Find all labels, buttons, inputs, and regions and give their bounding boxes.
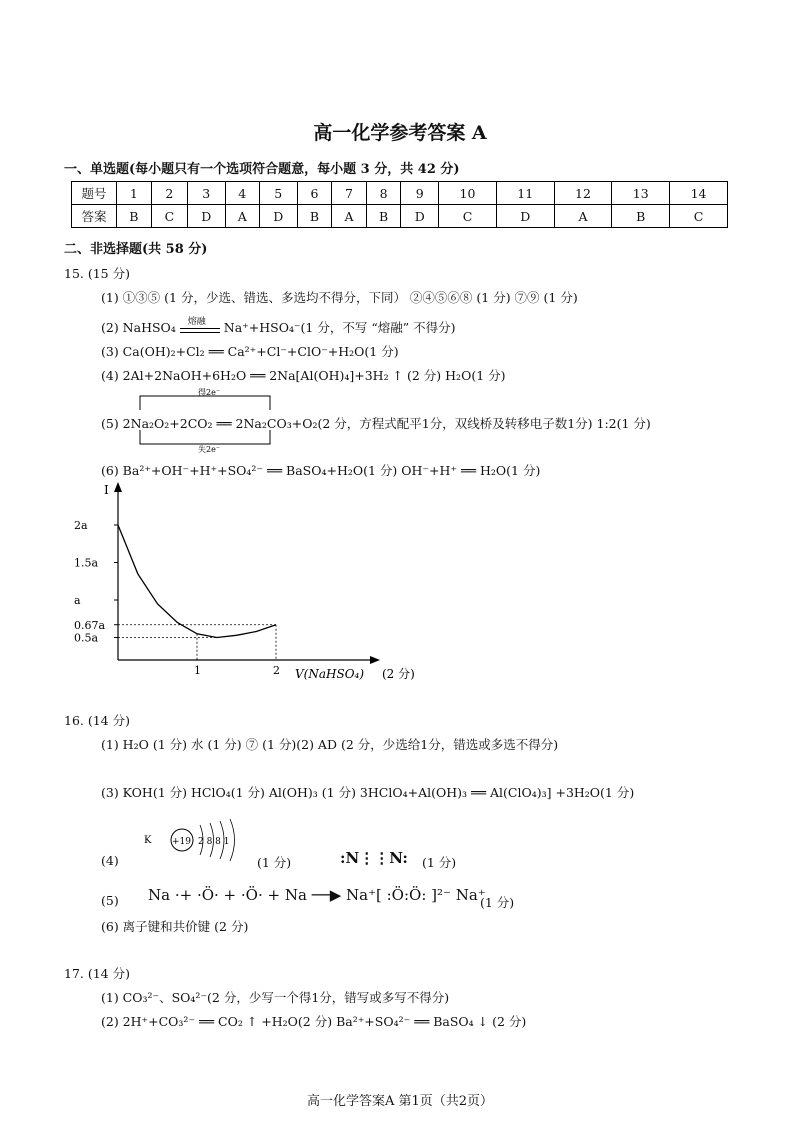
reaction-arrow [180,316,220,336]
table-cell: 4 [225,182,259,205]
x-tick-label: 2 [273,664,280,677]
equal-sign [180,328,220,333]
table-cell: B [366,205,401,228]
section2-heading: 二、非选择题(共 58 分) [64,242,208,257]
q15-line1: (1) ①③⑤ (1 分，少选、错选、多选均不得分，下同） ②④⑤⑥⑧ (1 分) ⑦⑨ (1 分) [101,290,578,305]
table-row [72,182,728,205]
q15-line2 [101,318,455,336]
table-cell: A [554,205,612,228]
table-cell: 8 [366,182,401,205]
row-label: 答案 [72,205,117,228]
y-tick-label: 2a [74,519,88,532]
y-axis-label: I [104,483,109,497]
gain-label: 得2e⁻ [198,388,221,397]
table-cell: D [187,205,225,228]
q15-line2-suffix: Na⁺+HSO₄⁻(1 分，不写 “熔融” 不得分) [223,320,456,335]
table-cell: B [297,205,332,228]
nucleus-charge: +19 [172,837,191,847]
table-cell: 1 [117,182,152,205]
y-tick-label: 0.67a [74,618,106,632]
x-tick-label: 1 [194,664,201,677]
table-cell: B [117,205,152,228]
answer-table [71,181,728,228]
table-cell: C [439,205,497,228]
table-cell: 11 [496,182,554,205]
page-title: 高一化学参考答案 A [313,122,487,144]
q16-line1: (1) H₂O (1 分) 水 (1 分) ⑦ (1 分)(2) AD (2 分，少选给1分，错选或多选不得分) [101,737,559,752]
q17-line1: (1) CO₃²⁻、SO₄²⁻(2 分，少写一个得1分，错写或多写不得分) [101,990,450,1005]
q16-line4-score1: (1 分) [257,855,292,870]
q15-line2-prefix: (2) NaHSO₄ [101,320,176,335]
x-axis-label: V(NaHSO₄) [295,667,365,681]
y-axis-arrow [114,482,122,492]
table-cell: 13 [612,182,670,205]
table-cell: D [401,205,439,228]
table-cell: 3 [187,182,225,205]
q16-line5: (5) [101,893,119,908]
table-cell: 2 [151,182,187,205]
x-axis-arrow [370,656,380,664]
na2o2-formation: Na ·+ ·Ö· + ·Ö· + Na ──▶ Na⁺[ :Ö:Ö: ]²⁻ Na⁺ [148,886,486,904]
table-cell: 9 [401,182,439,205]
atom-symbol: K [144,835,152,846]
shell-arc [230,819,235,861]
table-cell: D [496,205,554,228]
ticks-group [74,519,280,677]
chart-score: (2 分) [382,667,415,681]
y-tick-label: 1.5a [74,556,99,570]
table-cell: 12 [554,182,612,205]
shell-electrons: 2 8 8 1 [198,837,230,847]
table-cell: 5 [259,182,297,205]
q16-line5-score: (1 分) [480,895,515,910]
page-footer: 高一化学答案A 第1页（共2页） [306,1094,494,1109]
q16-line6: (6) 离子键和共价键 (2 分) [101,919,249,934]
table-cell: C [151,205,187,228]
table-row [72,205,728,228]
q15-label: 15. (15 分) [64,266,130,281]
table-cell: B [612,205,670,228]
q16-line4: (4) [101,853,119,868]
q17-line2: (2) 2H⁺+CO₃²⁻ ══ CO₂ ↑ +H₂O(2 分) Ba²⁺+SO₄²⁻ ══ BaSO₄ ↓ (2 分) [101,1014,527,1029]
row-label: 题号 [72,182,117,205]
q15-line6: (6) Ba²⁺+OH⁻+H⁺+SO₄²⁻ ══ BaSO₄+H₂O(1 分) OH⁻+H⁺ ══ H₂O(1 分) [101,463,541,478]
y-tick-label: 0.5a [74,631,99,645]
table-cell: D [259,205,297,228]
current-chart [70,480,415,690]
n2-lewis: :N⋮⋮N: [340,849,408,867]
lose-bridge [140,430,270,444]
table-cell: 10 [439,182,497,205]
q15-line5: (5) 2Na₂O₂+2CO₂ ══ 2Na₂CO₃+O₂(2 分，方程式配平1分，双线桥及转移电子数1分) 1:2(1 分) [101,416,651,431]
y-tick-label: a [74,594,81,607]
gain-bridge [140,396,270,410]
table-cell: 14 [670,182,728,205]
table-cell: A [225,205,259,228]
q15-line4: (4) 2Al+2NaOH+6H₂O ══ 2Na[Al(OH)₄]+3H₂ ↑ (2 分) H₂O(1 分) [101,368,506,383]
q17-label: 17. (14 分) [64,966,130,981]
k-atom-structure [140,815,250,875]
q16-line4-score2: (1 分) [422,855,457,870]
table-cell: 7 [332,182,366,205]
table-cell: 6 [297,182,332,205]
table-cell: A [332,205,366,228]
q15-line3: (3) Ca(OH)₂+Cl₂ ══ Ca²⁺+Cl⁻+ClO⁻+H₂O(1 分) [101,344,399,359]
q16-line3: (3) KOH(1 分) HClO₄(1 分) Al(OH)₃ (1 分) 3HClO₄+Al(OH)₃ ══ Al(ClO₄)₃] +3H₂O(1 分) [101,785,635,800]
series-line [118,525,276,638]
section1-heading: 一、单选题(每小题只有一个选项符合题意，每小题 3 分，共 42 分) [64,162,460,177]
table-cell: C [670,205,728,228]
q16-label: 16. (14 分) [64,713,130,728]
lose-label: 失2e⁻ [198,445,221,454]
condition-label: 熔融 [187,316,206,327]
